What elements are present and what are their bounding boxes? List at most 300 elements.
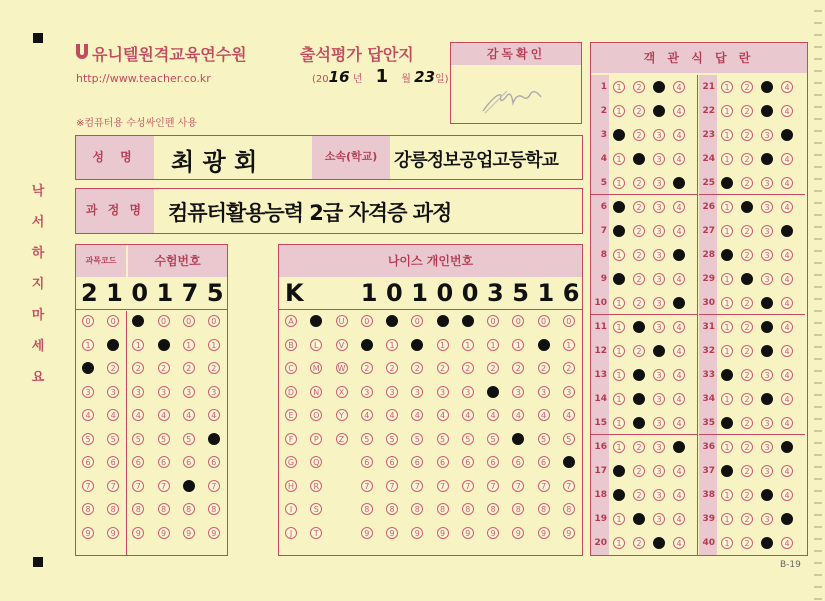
bubble: H (285, 480, 297, 492)
answer-bubble: 4 (781, 153, 793, 165)
answer-bubble: 4 (781, 273, 793, 285)
answer-label: 객 관 식 답 란 (591, 43, 807, 73)
answer-bubble: 2 (633, 465, 645, 477)
bubble: L (310, 339, 322, 351)
answer-bubble-filled: 4 (781, 129, 793, 141)
answer-bubble: 4 (673, 105, 685, 117)
answer-bubble: 2 (741, 225, 753, 237)
bubble: 6 (487, 456, 499, 468)
answer-bubble-filled: 3 (653, 81, 665, 93)
handwritten-digit: 5 (206, 279, 224, 307)
question-number: 6 (600, 202, 607, 212)
bubble: 4 (132, 409, 144, 421)
bubble: 1 (208, 339, 220, 351)
bubble: 9 (437, 527, 449, 539)
bubble: 5 (462, 433, 474, 445)
bubble: 2 (107, 362, 119, 374)
answer-bubble: 4 (781, 345, 793, 357)
bubble: 2 (361, 362, 373, 374)
bubble-filled: 0 (437, 315, 449, 327)
bubble: 2 (563, 362, 575, 374)
bubble: 6 (411, 456, 423, 468)
answer-bubble: 2 (741, 177, 753, 189)
question-number: 30 (702, 298, 715, 308)
answer-group-divider (591, 194, 697, 195)
bubble: 7 (563, 480, 575, 492)
bubble: 9 (411, 527, 423, 539)
bubble: 1 (82, 339, 94, 351)
bubble: 5 (107, 433, 119, 445)
answer-bubble: 1 (721, 273, 733, 285)
form-title: 출석평가 답안지 (300, 45, 414, 64)
bubble: 1 (487, 339, 499, 351)
bubble: 3 (411, 386, 423, 398)
bubble: 2 (487, 362, 499, 374)
bubble: 1 (462, 339, 474, 351)
bubble: 3 (462, 386, 474, 398)
question-number: 40 (702, 538, 715, 548)
bubble-filled: 1 (107, 339, 119, 351)
answer-bubble: 4 (781, 297, 793, 309)
answer-bubble: 1 (721, 321, 733, 333)
answer-grid (591, 75, 807, 555)
answer-bubble: 2 (633, 201, 645, 213)
bubble: 2 (183, 362, 195, 374)
answer-group-divider (591, 434, 697, 435)
bubble: Q (310, 456, 322, 468)
answer-bubble: 2 (633, 273, 645, 285)
neis-label: 나이스 개인번호 (279, 245, 582, 277)
answer-bubble: 4 (673, 273, 685, 285)
bubble: P (310, 433, 322, 445)
bubble: 1 (437, 339, 449, 351)
date-line (312, 66, 449, 87)
bubble: 9 (82, 527, 94, 539)
course-value: 컴퓨터활용능력 2급 자격증 과정 (168, 201, 452, 225)
question-number: 33 (702, 370, 715, 380)
handwritten-char: 1 (360, 279, 378, 307)
answer-bubble: 2 (741, 249, 753, 261)
answer-bubble-filled: 3 (653, 537, 665, 549)
answer-bubble: 3 (761, 225, 773, 237)
answer-bubble: 4 (673, 465, 685, 477)
question-number: 9 (600, 274, 607, 284)
bubble: 5 (411, 433, 423, 445)
answer-bubble: 3 (653, 465, 665, 477)
side-letter: 하 (31, 246, 45, 261)
bubble: D (285, 386, 297, 398)
bubble-filled: 1 (538, 339, 550, 351)
bubble: 0 (361, 315, 373, 327)
bubble: 3 (208, 386, 220, 398)
answer-box (590, 42, 808, 556)
bubble: F (285, 433, 297, 445)
handwritten-char: 0 (461, 279, 479, 307)
answer-bubble-filled: 1 (613, 129, 625, 141)
answer-bubble-filled: 4 (781, 225, 793, 237)
side-letter: 서 (31, 215, 45, 230)
date-month: 1 (375, 66, 389, 87)
answer-bubble: 1 (613, 153, 625, 165)
answer-bubble: 3 (761, 369, 773, 381)
answer-bubble: 2 (633, 129, 645, 141)
question-number: 23 (702, 130, 715, 140)
bubble: 8 (462, 503, 474, 515)
answer-bubble: 2 (741, 417, 753, 429)
answer-bubble: 4 (673, 321, 685, 333)
answer-bubble-filled: 2 (633, 321, 645, 333)
question-number: 37 (702, 466, 715, 476)
answer-bubble-filled: 2 (633, 417, 645, 429)
bubble: 7 (462, 480, 474, 492)
answer-bubble: 2 (633, 81, 645, 93)
bubble: 0 (82, 315, 94, 327)
neis-grid (279, 311, 582, 555)
exam-number-grid (76, 311, 227, 555)
answer-bubble-filled: 3 (761, 297, 773, 309)
bubble: 5 (487, 433, 499, 445)
question-number: 2 (600, 106, 607, 116)
answer-bubble: 2 (741, 489, 753, 501)
answer-bubble-filled: 3 (761, 105, 773, 117)
question-number: 28 (702, 250, 715, 260)
question-number: 3 (600, 130, 607, 140)
bubble: 7 (208, 480, 220, 492)
answer-bubble: 4 (781, 249, 793, 261)
bubble: W (336, 362, 348, 374)
supervisor-signature (471, 73, 561, 122)
bubble: 9 (386, 527, 398, 539)
bubble: 8 (487, 503, 499, 515)
bubble: 4 (462, 409, 474, 421)
answer-bubble-filled: 1 (613, 201, 625, 213)
answer-bubble-filled: 4 (673, 249, 685, 261)
answer-bubble: 4 (781, 417, 793, 429)
answer-bubble: 3 (761, 177, 773, 189)
answer-bubble: 3 (761, 249, 773, 261)
answer-bubble-filled: 1 (721, 369, 733, 381)
bubble: 3 (538, 386, 550, 398)
bubble: E (285, 409, 297, 421)
side-letter: 낙 (31, 184, 45, 199)
bubble: 8 (512, 503, 524, 515)
question-number: 27 (702, 226, 715, 236)
answer-bubble: 2 (741, 153, 753, 165)
bubble: S (310, 503, 322, 515)
answer-bubble: 1 (613, 369, 625, 381)
answer-bubble-filled: 3 (761, 489, 773, 501)
question-number: 4 (600, 154, 607, 164)
bubble: 4 (487, 409, 499, 421)
bubble: 9 (512, 527, 524, 539)
bubble: 7 (82, 480, 94, 492)
bubble: 6 (361, 456, 373, 468)
question-number: 35 (702, 418, 715, 428)
name-row (75, 135, 583, 180)
bubble: T (310, 527, 322, 539)
bubble-filled: 0 (386, 315, 398, 327)
handwritten-digit: 2 (81, 279, 98, 307)
bubble: 4 (183, 409, 195, 421)
answer-bubble-filled: 2 (633, 369, 645, 381)
date-year-unit: 년 (352, 74, 363, 85)
answer-bubble: 4 (673, 417, 685, 429)
bubble: 8 (208, 503, 220, 515)
question-number: 32 (702, 346, 715, 356)
answer-bubble-filled: 2 (633, 513, 645, 525)
bubble: 6 (512, 456, 524, 468)
logo-icon (75, 44, 89, 60)
answer-bubble: 1 (613, 81, 625, 93)
question-number: 34 (702, 394, 715, 404)
course-row (75, 188, 583, 234)
answer-bubble: 2 (633, 225, 645, 237)
answer-bubble: 3 (653, 393, 665, 405)
bubble: 0 (411, 315, 423, 327)
answer-bubble: 2 (633, 297, 645, 309)
bubble: 0 (538, 315, 550, 327)
bubble: 8 (82, 503, 94, 515)
course-code-label: 과목코드 (76, 245, 126, 277)
bubble-filled: 5 (208, 433, 220, 445)
bubble-filled: 3 (487, 386, 499, 398)
question-number: 5 (600, 178, 607, 188)
question-number: 20 (594, 538, 607, 548)
bubble: B (285, 339, 297, 351)
bubble: 4 (411, 409, 423, 421)
answer-bubble: 2 (741, 465, 753, 477)
question-number: 29 (702, 274, 715, 284)
bubble: 2 (512, 362, 524, 374)
bubble: 4 (512, 409, 524, 421)
answer-bubble: 1 (721, 201, 733, 213)
bubble: 8 (437, 503, 449, 515)
bubble: 7 (538, 480, 550, 492)
bubble: 2 (386, 362, 398, 374)
bubble: 0 (512, 315, 524, 327)
bubble: M (310, 362, 322, 374)
question-number: 8 (600, 250, 607, 260)
school-label: 소속(학교) (312, 136, 390, 179)
bubble: 7 (487, 480, 499, 492)
answer-bubble: 3 (653, 249, 665, 261)
question-number: 7 (600, 226, 607, 236)
handwritten-char: 6 (562, 279, 580, 307)
handwritten-char: 3 (487, 279, 504, 307)
answer-bubble: 1 (613, 177, 625, 189)
answer-bubble-filled: 3 (653, 105, 665, 117)
bubble: 8 (538, 503, 550, 515)
bubble-filled: 1 (158, 339, 170, 351)
answer-bubble: 1 (613, 393, 625, 405)
bubble-filled: 7 (183, 480, 195, 492)
bubble-filled: 6 (563, 456, 575, 468)
handwritten-digit: 1 (156, 279, 174, 307)
answer-bubble: 4 (781, 177, 793, 189)
question-number: 19 (594, 514, 607, 524)
exam-number-label: 수험번호 (128, 245, 227, 277)
bubble: Z (336, 433, 348, 445)
neis-box (278, 244, 583, 556)
bubble: 3 (183, 386, 195, 398)
bubble: 8 (183, 503, 195, 515)
answer-bubble: 1 (721, 489, 733, 501)
answer-bubble: 4 (673, 513, 685, 525)
footer-code: B-19 (780, 560, 801, 570)
date-prefix: (20 (312, 74, 329, 85)
bubble: 2 (437, 362, 449, 374)
answer-bubble: 3 (761, 465, 773, 477)
question-number: 10 (594, 298, 607, 308)
bubble: 5 (538, 433, 550, 445)
answer-bubble-filled: 1 (613, 465, 625, 477)
question-number: 18 (594, 490, 607, 500)
bubble: 9 (563, 527, 575, 539)
answer-bubble: 2 (633, 441, 645, 453)
bubble: 4 (107, 409, 119, 421)
bubble: 3 (512, 386, 524, 398)
answer-bubble-filled: 2 (633, 393, 645, 405)
handwritten-char: K (285, 279, 304, 307)
answer-bubble: 3 (653, 129, 665, 141)
bubble: 7 (132, 480, 144, 492)
answer-bubble-filled: 3 (761, 345, 773, 357)
bubble: 6 (82, 456, 94, 468)
answer-bubble: 1 (613, 297, 625, 309)
answer-bubble: 2 (633, 345, 645, 357)
answer-bubble: 4 (673, 489, 685, 501)
answer-bubble: 2 (633, 177, 645, 189)
answer-bubble: 4 (673, 537, 685, 549)
answer-bubble-filled: 3 (761, 537, 773, 549)
number-band (699, 75, 717, 555)
bubble: 0 (107, 315, 119, 327)
answer-bubble: 1 (613, 345, 625, 357)
question-number: 15 (594, 418, 607, 428)
answer-bubble: 3 (761, 441, 773, 453)
bubble: 2 (158, 362, 170, 374)
answer-bubble: 3 (761, 129, 773, 141)
answer-bubble: 1 (613, 441, 625, 453)
answer-bubble: 3 (653, 369, 665, 381)
bubble: 6 (208, 456, 220, 468)
bubble: 2 (411, 362, 423, 374)
bubble: R (310, 480, 322, 492)
handwritten-char: 5 (512, 279, 529, 307)
timing-ticks (814, 0, 822, 601)
answer-bubble: 2 (633, 249, 645, 261)
bubble: X (336, 386, 348, 398)
answer-bubble: 1 (721, 441, 733, 453)
date-day: 23 (414, 68, 436, 86)
date-day-unit: 일) (435, 74, 449, 85)
registration-mark-bottom (33, 557, 43, 567)
answer-bubble: 3 (653, 489, 665, 501)
answer-bubble: 1 (721, 513, 733, 525)
answer-bubble: 1 (721, 537, 733, 549)
question-number: 11 (594, 322, 607, 332)
pen-notice: ※컴퓨터용 수성싸인펜 사용 (76, 118, 197, 129)
question-number: 12 (594, 346, 607, 356)
side-letter: 마 (31, 308, 45, 323)
answer-bubble: 4 (781, 105, 793, 117)
bubble: 3 (361, 386, 373, 398)
bubble: 6 (386, 456, 398, 468)
question-number: 24 (702, 154, 715, 164)
bubble: 6 (107, 456, 119, 468)
bubble: 0 (208, 315, 220, 327)
name-label: 성 명 (76, 136, 154, 179)
handwritten-char: 1 (537, 279, 555, 307)
school-value: 강릉정보공업고등학교 (394, 150, 558, 171)
answer-group-divider (699, 314, 805, 315)
bubble: Y (336, 409, 348, 421)
bubble: 5 (82, 433, 94, 445)
handwritten-char: 0 (436, 279, 454, 307)
bubble: 4 (82, 409, 94, 421)
bubble: C (285, 362, 297, 374)
bubble: 7 (107, 480, 119, 492)
answer-bubble-filled: 2 (633, 153, 645, 165)
answer-bubble-filled: 3 (653, 345, 665, 357)
answer-bubble: 2 (741, 297, 753, 309)
answer-bubble-filled: 1 (721, 177, 733, 189)
bubble: 8 (361, 503, 373, 515)
bubble: 1 (132, 339, 144, 351)
answer-bubble: 3 (653, 441, 665, 453)
bubble: 7 (158, 480, 170, 492)
answer-bubble: 2 (741, 345, 753, 357)
question-number: 1 (600, 82, 607, 92)
answer-bubble: 2 (741, 321, 753, 333)
answer-bubble: 4 (781, 465, 793, 477)
handwritten-digit: 7 (181, 279, 199, 307)
bubble-filled: 2 (82, 362, 94, 374)
answer-bubble: 4 (673, 153, 685, 165)
bubble: 9 (487, 527, 499, 539)
answer-bubble: 1 (613, 537, 625, 549)
side-letter: 세 (31, 339, 45, 354)
bubble: 0 (487, 315, 499, 327)
bubble: 2 (538, 362, 550, 374)
answer-bubble: 4 (673, 225, 685, 237)
answer-bubble: 3 (761, 417, 773, 429)
bubble: 8 (563, 503, 575, 515)
answer-bubble: 4 (673, 201, 685, 213)
answer-bubble: 4 (781, 201, 793, 213)
bubble: I (285, 503, 297, 515)
bubble: J (285, 527, 297, 539)
answer-bubble-filled: 3 (761, 81, 773, 93)
answer-bubble: 1 (721, 297, 733, 309)
bubble-filled: 0 (132, 315, 144, 327)
answer-bubble: 4 (673, 393, 685, 405)
bubble: O (310, 409, 322, 421)
answer-bubble-filled: 4 (673, 297, 685, 309)
answer-bubble: 3 (653, 153, 665, 165)
date-year: 16 (328, 68, 350, 86)
answer-bubble: 1 (721, 345, 733, 357)
question-number: 14 (594, 394, 607, 404)
bubble: 9 (538, 527, 550, 539)
bubble: 5 (563, 433, 575, 445)
bubble: 0 (158, 315, 170, 327)
side-notice (28, 180, 48, 385)
bubble: 4 (538, 409, 550, 421)
answer-bubble: 4 (673, 81, 685, 93)
bubble: 3 (386, 386, 398, 398)
answer-bubble-filled: 2 (741, 201, 753, 213)
